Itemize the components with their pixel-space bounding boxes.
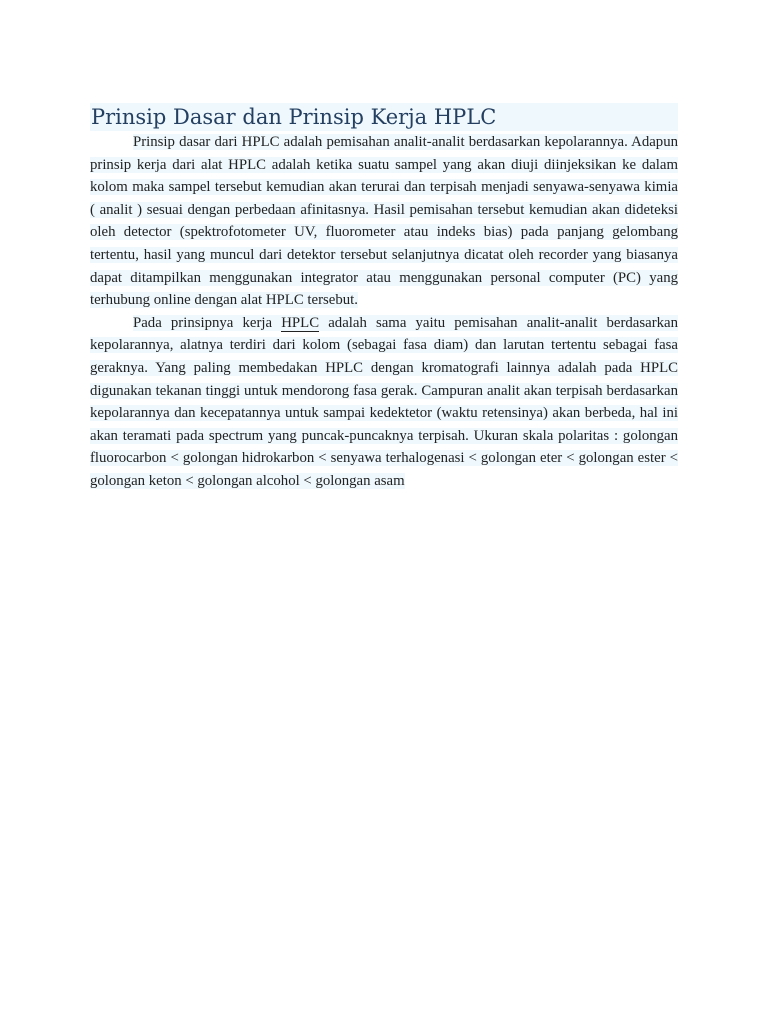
paragraph-text-start: Pada prinsipnya kerja bbox=[133, 314, 282, 331]
document-content bbox=[90, 103, 678, 493]
paragraph-prinsip-kerja bbox=[90, 312, 678, 493]
hplc-link[interactable]: HPLC bbox=[281, 314, 320, 331]
document-title: Prinsip Dasar dan Prinsip Kerja HPLC bbox=[90, 103, 678, 131]
paragraph-text: Prinsip dasar dari HPLC adalah pemisahan analit-analit berdasarkan kepolarannya. Adapun prinsip kerja dari alat HPLC adalah ketika suatu sampel yang akan diuji diinjeksikan ke dalam kolom maka sampel tersebut kemudian akan terurai dan terpisah menjadi senyawa-senyawa kimia ( analit ) sesuai dengan perbedaan afinitasnya. Hasil pemisahan tersebut kemudian akan dideteksi oleh detector (spektrofotometer UV, fluorometer atau indeks bias) pada panjang gelombang tertentu, hasil yang muncul dari detektor tersebut selanjutnya dicatat oleh recorder yang biasanya dapat ditampilkan menggunakan integrator atau menggunakan personal computer (PC) yang terhubung online dengan alat HPLC tersebut. bbox=[90, 134, 678, 309]
paragraph-prinsip-dasar bbox=[90, 131, 678, 312]
paragraph-text-end: adalah sama yaitu pemisahan analit-analit berdasarkan kepolarannya, alatnya terdiri dari kolom (sebagai fasa diam) dan larutan tertentu sebagai fasa geraknya. Yang paling membedakan HPLC dengan kromatografi lainnya adalah pada HPLC digunakan tekanan tinggi untuk mendorong fasa gerak. Campuran analit akan terpisah berdasarkan kepolarannya dan kecepatannya untuk sampai kedektetor (waktu retensinya) akan berbeda, hal ini akan teramati pada spectrum yang puncak-puncaknya terpisah. Ukuran skala polaritas : golongan fluorocarbon < golongan hidrokarbon < senyawa terhalogenasi < golongan eter < golongan ester < golongan keton < golongan alcohol < golongan asam bbox=[90, 314, 678, 489]
